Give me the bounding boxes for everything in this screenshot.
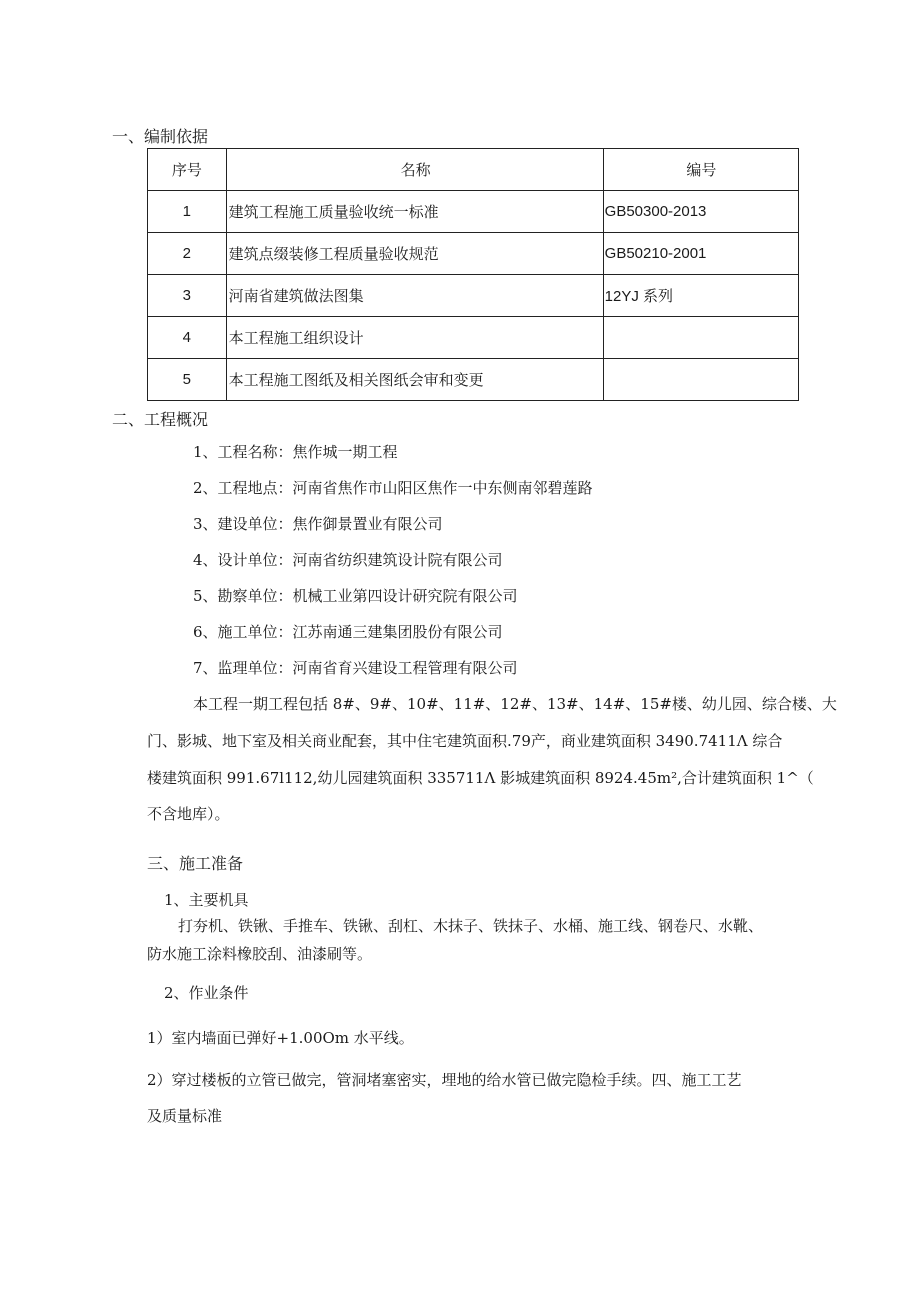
condition-2-line: 及质量标准 xyxy=(147,1107,223,1125)
row-code: 12YJ 系列 xyxy=(603,275,798,317)
header-code: 编号 xyxy=(603,149,798,191)
section2-heading: 二、工程概况 xyxy=(112,410,209,429)
table-row xyxy=(148,359,799,401)
row-code xyxy=(603,317,798,359)
section3-heading: 三、施工准备 xyxy=(147,854,244,873)
header-no: 序号 xyxy=(148,149,227,191)
project-item-designer: 4、设计单位：河南省纺织建筑设计院有限公司 xyxy=(193,551,503,569)
project-item-developer: 3、建设单位：焦作御景置业有限公司 xyxy=(193,515,443,533)
table-header-row xyxy=(148,149,799,191)
row-code xyxy=(603,359,798,401)
sub2-title: 2、作业条件 xyxy=(164,984,249,1002)
overview-paragraph-line: 不含地库）。 xyxy=(147,805,230,823)
row-name: 本工程施工组织设计 xyxy=(226,317,603,359)
row-no: 5 xyxy=(148,359,227,401)
row-code: GB50300-2013 xyxy=(603,191,798,233)
project-item-surveyor: 5、勘察单位：机械工业第四设计研究院有限公司 xyxy=(193,587,518,605)
row-no: 2 xyxy=(148,233,227,275)
row-no: 4 xyxy=(148,317,227,359)
condition-2-line: 2）穿过楼板的立管已做完，管洞堵塞密实，埋地的给水管已做完隐检手续。四、施工工艺 xyxy=(147,1071,742,1089)
tools-line: 防水施工涂料橡胶刮、油漆刷等。 xyxy=(147,945,373,963)
section1-heading: 一、编制依据 xyxy=(112,127,209,146)
standards-table xyxy=(147,148,799,401)
row-name: 河南省建筑做法图集 xyxy=(226,275,603,317)
project-item-contractor: 6、施工单位：江苏南通三建集团股份有限公司 xyxy=(193,623,503,641)
project-item-location: 2、工程地点：河南省焦作市山阳区焦作一中东侧南邻碧莲路 xyxy=(193,479,593,497)
table-row xyxy=(148,233,799,275)
row-no: 1 xyxy=(148,191,227,233)
overview-paragraph-line: 门、影城、地下室及相关商业配套，其中住宅建筑面积.79产，商业建筑面积 3490.7411Λ 综合 xyxy=(147,732,783,750)
table-row xyxy=(148,191,799,233)
overview-paragraph-line: 本工程一期工程包括 8#、9#、10#、11#、12#、13#、14#、15#楼、幼儿园、综合楼、大 xyxy=(193,695,837,713)
row-no: 3 xyxy=(148,275,227,317)
row-name: 本工程施工图纸及相关图纸会审和变更 xyxy=(226,359,603,401)
overview-paragraph-line: 楼建筑面积 991.67l112,幼儿园建筑面积 335711Λ 影城建筑面积 8924.45m²,合计建筑面积 1^（ xyxy=(147,769,814,787)
table-row xyxy=(148,317,799,359)
row-name: 建筑点缀装修工程质量验收规范 xyxy=(226,233,603,275)
project-item-name: 1、工程名称：焦作城一期工程 xyxy=(193,443,398,461)
condition-1: 1）室内墙面已弹好+1.00Om 水平线。 xyxy=(147,1029,414,1047)
header-name: 名称 xyxy=(226,149,603,191)
table-row xyxy=(148,275,799,317)
row-name: 建筑工程施工质量验收统一标准 xyxy=(226,191,603,233)
row-code: GB50210-2001 xyxy=(603,233,798,275)
sub1-title: 1、主要机具 xyxy=(164,891,249,909)
tools-line: 打夯机、铁锹、手推车、铁锹、刮杠、木抹子、铁抹子、水桶、施工线、钢卷尺、水靴、 xyxy=(178,917,764,935)
project-item-supervisor: 7、监理单位：河南省育兴建设工程管理有限公司 xyxy=(193,659,518,677)
